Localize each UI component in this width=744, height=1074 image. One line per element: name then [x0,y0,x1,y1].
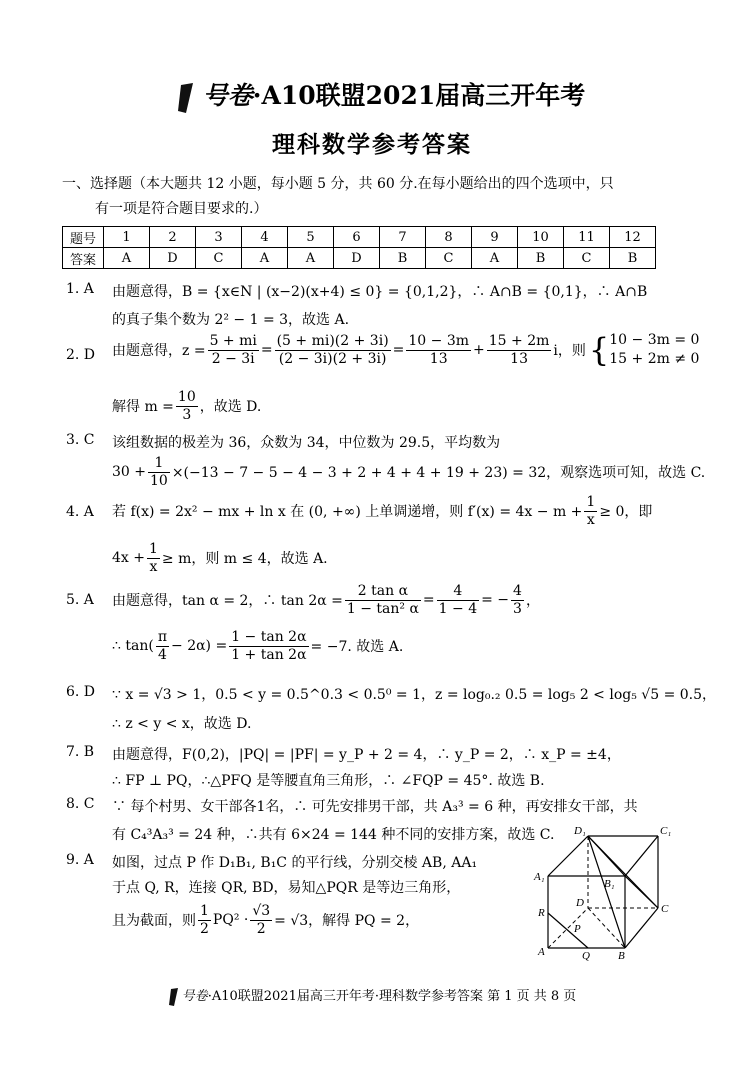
table-cell: B [380,248,426,269]
table-row-numbers [63,227,656,248]
q4-line2 [112,538,328,578]
table-cell: 2 [150,227,196,248]
q4-fraction [147,541,160,576]
q3-line1: 该组数据的极差为 36，众数为 34，中位数为 29.5，平均数为 [112,435,501,451]
q9-number: 9. A [66,852,94,868]
q5-fraction-3 [511,583,524,618]
denominator: 3 [513,600,522,617]
numerator: 2 tan α [345,583,421,601]
table-cell: B [610,248,656,269]
q5-text: − 2α) = [171,638,228,654]
q5-number: 5. A [66,592,94,608]
q2-fraction-1 [208,333,259,368]
q5-line1: 由题意得，tan α = 2，∴ tan 2α = $\frac{\text{2 tan α}}{\text{1 − tan² α}}$ = $\frac{4}{1 - 4}$ = − $\frac{4}{3}$ ， [112,582,540,617]
denominator: x [149,558,158,575]
q1-line2: 的真子集个数为 2² − 1 = 3，故选 A. [112,312,350,328]
table-cell: 1 [104,227,150,248]
numerator: 5 + mi [209,332,257,349]
table-cell: C [564,248,610,269]
q2-fraction-3 [406,333,471,368]
system-eq-1: 10 − 3m = 0 [609,332,700,348]
table-cell: A [104,248,150,269]
section-heading: 一、选择题（本大题共 12 小题，每小题 5 分，共 60 分.在每小题给出的四个选项中，只 [62,176,614,192]
q3-text: ×(−13 − 7 − 5 − 4 − 3 + 2 + 4 + 4 + 19 + 23) = 32，观察选项可知，故选 C. [171,465,706,481]
denominator: 13 [510,350,528,367]
q1-number: 1. A [66,281,94,297]
q3-fraction [148,455,170,490]
brace-icon: { [588,331,610,369]
brand-name: 号卷 [202,81,253,110]
q5-fraction-2 [437,583,479,618]
q4-fraction [584,494,597,529]
vertex-label-b1: B₁ [604,878,615,890]
q2-text: 解得 m = [112,399,174,415]
vertex-label-c1: C₁ [660,825,672,837]
vertex-label-a: A [538,946,545,958]
q4-text: ≥ 0，即 [599,504,653,520]
q2-fraction-2 [275,333,391,368]
q2-fraction-m [176,389,198,424]
q5-line2 [112,626,403,666]
title-text: ·A10联盟2021届高三开年考 [252,81,586,110]
equals-sign: = [392,342,405,358]
q5-text: ∴ tan( [112,638,154,654]
table-cell: 9 [472,227,518,248]
table-cell: C [426,248,472,269]
q3-line2 [112,452,705,492]
q9-text: PQ² · [212,912,249,928]
numerator: 1 [148,455,170,473]
q5-fraction-4 [229,629,308,664]
q7-line2: ∴ FP ⊥ PQ，∴△PFQ 是等腰直角三角形，∴ ∠FQP = 45°. 故选 B. [112,773,545,789]
q2-line1 [112,330,699,370]
footer-brand: 号卷 [181,989,208,1004]
q2-fraction-4 [487,333,552,368]
denominator: 2 [200,920,209,937]
footer-text: ·A10联盟2021届高三开年考·理科数学参考答案 第 1 页 共 8 页 [207,989,577,1004]
numerator: 1 − tan 2α [231,628,307,645]
equals-sign: = [260,342,273,358]
q2-line2 [112,386,261,426]
section-heading-cont: 有一项是符合题目要求的.） [95,201,268,217]
q9-fraction-2 [250,903,272,938]
denominator: 1 − tan² α [346,600,419,617]
table-cell: A [242,248,288,269]
vertex-label-r: R [538,907,545,919]
denominator: 1 + tan 2α [231,646,307,663]
vertex-label-q: Q [582,950,590,962]
page-title [150,76,610,113]
vertex-label-d1: D₁ [574,825,586,837]
q9-text: 且为截面，则 [112,913,196,929]
numerator: 4 [513,582,522,599]
q6-line2: ∴ z < y < x，故选 D. [112,716,252,732]
vertex-label-d: D [576,897,584,909]
table-header-number: 题号 [63,227,104,248]
denominator: x [586,511,595,528]
denominator: 3 [182,406,192,423]
table-cell: 10 [518,227,564,248]
denominator: 10 [150,472,168,489]
denominator: 13 [429,350,448,367]
numerator: 10 [177,388,196,405]
q4-text: ≥ m，则 m ≤ 4，故选 A. [161,551,328,567]
numerator: 1 [200,902,209,919]
q2-text: 由题意得，z = [112,343,206,359]
denominator: (2 − 3i)(2 + 3i) [278,350,387,367]
denominator: 2 [256,920,266,937]
q2-number: 2. D [66,347,96,363]
table-cell: A [288,248,334,269]
table-cell: B [518,248,564,269]
numerator: 15 + 2m [488,332,550,349]
q9-line1: 如图，过点 P 作 D₁B₁, B₁C 的平行线，分别交棱 AB, AA₁ [112,855,478,871]
q5-text: 由题意得，tan α = 2，∴ tan 2α = [112,593,343,609]
denominator: 4 [157,646,167,663]
table-row-answers [63,248,656,269]
q5-text: = −7. 故选 A. [310,639,404,655]
q3-number: 3. C [66,432,95,448]
q9-text: = √3，解得 PQ = 2， [274,913,420,929]
vertex-label-b: B [618,950,625,962]
table-cell: 5 [288,227,334,248]
q7-line1: 由题意得，F(0,2)，|PQ| = |PF| = y_P + 2 = 4，∴ y_P = 2，∴ x_P = ±4， [112,747,621,763]
q9-fraction-1 [198,903,211,938]
table-cell: A [472,248,518,269]
system-eq-2: 15 + 2m ≠ 0 [609,351,700,367]
vertex-label-a1: A₁ [534,871,545,883]
table-cell: C [196,248,242,269]
q9-line3 [112,898,419,942]
q2-text: ，故选 D. [199,399,262,415]
page-subtitle: 理科数学参考答案 [272,131,472,158]
q6-line1: ∵ x = √3 > 1，0.5 < y = 0.5^0.3 < 0.5⁰ = 1，z = log₀.₂ 0.5 = log₅ 2 < log₅ √5 = 0.5， [112,687,717,703]
numerator: 1 [148,540,158,557]
numerator: √3 [252,902,271,919]
q5-fraction-pi [156,629,169,664]
table-cell: D [150,248,196,269]
q4-text: 若 f(x) = 2x² − mx + ln x 在 (0, +∞) 上单调递增，则 f′(x) = 4x − m + [112,504,583,520]
q2-tail: i，则 [553,343,586,359]
page-footer [0,985,744,1006]
q8-number: 8. C [66,796,95,812]
vertex-label-p: P [574,923,581,935]
table-cell: 11 [564,227,610,248]
q5-fraction-1 [345,583,421,618]
plus-sign: + [473,342,485,358]
table-cell: 3 [196,227,242,248]
denominator: 2 − 3i [211,350,255,367]
brand-logo-icon [168,988,182,1006]
q9-line2: 于点 Q, R，连接 QR, BD，易知△PQR 是等边三角形， [112,880,461,896]
table-cell: 6 [334,227,380,248]
q6-number: 6. D [66,684,96,700]
answer-table [62,226,656,269]
numerator: 4 [437,583,479,601]
table-cell: 12 [610,227,656,248]
brand-logo-icon [175,83,203,113]
q8-line2: 有 C₄³A₃³ = 24 种，∴共有 6×24 = 144 种不同的安排方案，故选 C. [112,827,555,843]
q7-number: 7. B [66,744,95,760]
table-header-answer: 答案 [63,248,104,269]
table-cell: D [334,248,380,269]
q2-system [609,331,699,369]
numerator: 1 [586,493,596,510]
q1-line1: 由题意得，B = {x∈N | (x−2)(x+4) ≤ 0} = {0,1,2}，∴ A∩B = {0,1}，∴ A∩B [112,284,648,300]
cube-figure [530,818,680,963]
numerator: (5 + mi)(2 + 3i) [276,332,389,349]
q8-line1: ∵ 每个村男、女干部各1名，∴ 可先安排男干部，共 A₃³ = 6 种，再安排女干部，共 [112,799,638,815]
table-cell: 7 [380,227,426,248]
table-cell: 8 [426,227,472,248]
vertex-label-c: C [661,903,669,915]
numerator: π [157,628,168,645]
q4-number: 4. A [66,504,94,520]
q4-line1 [112,491,652,531]
table-cell: 4 [242,227,288,248]
q5-text: = − [481,592,510,608]
q4-text: 4x + [112,550,145,566]
q3-text: 30 + [112,464,146,480]
numerator: 10 − 3m [408,332,470,349]
denominator: 1 − 4 [438,600,478,617]
